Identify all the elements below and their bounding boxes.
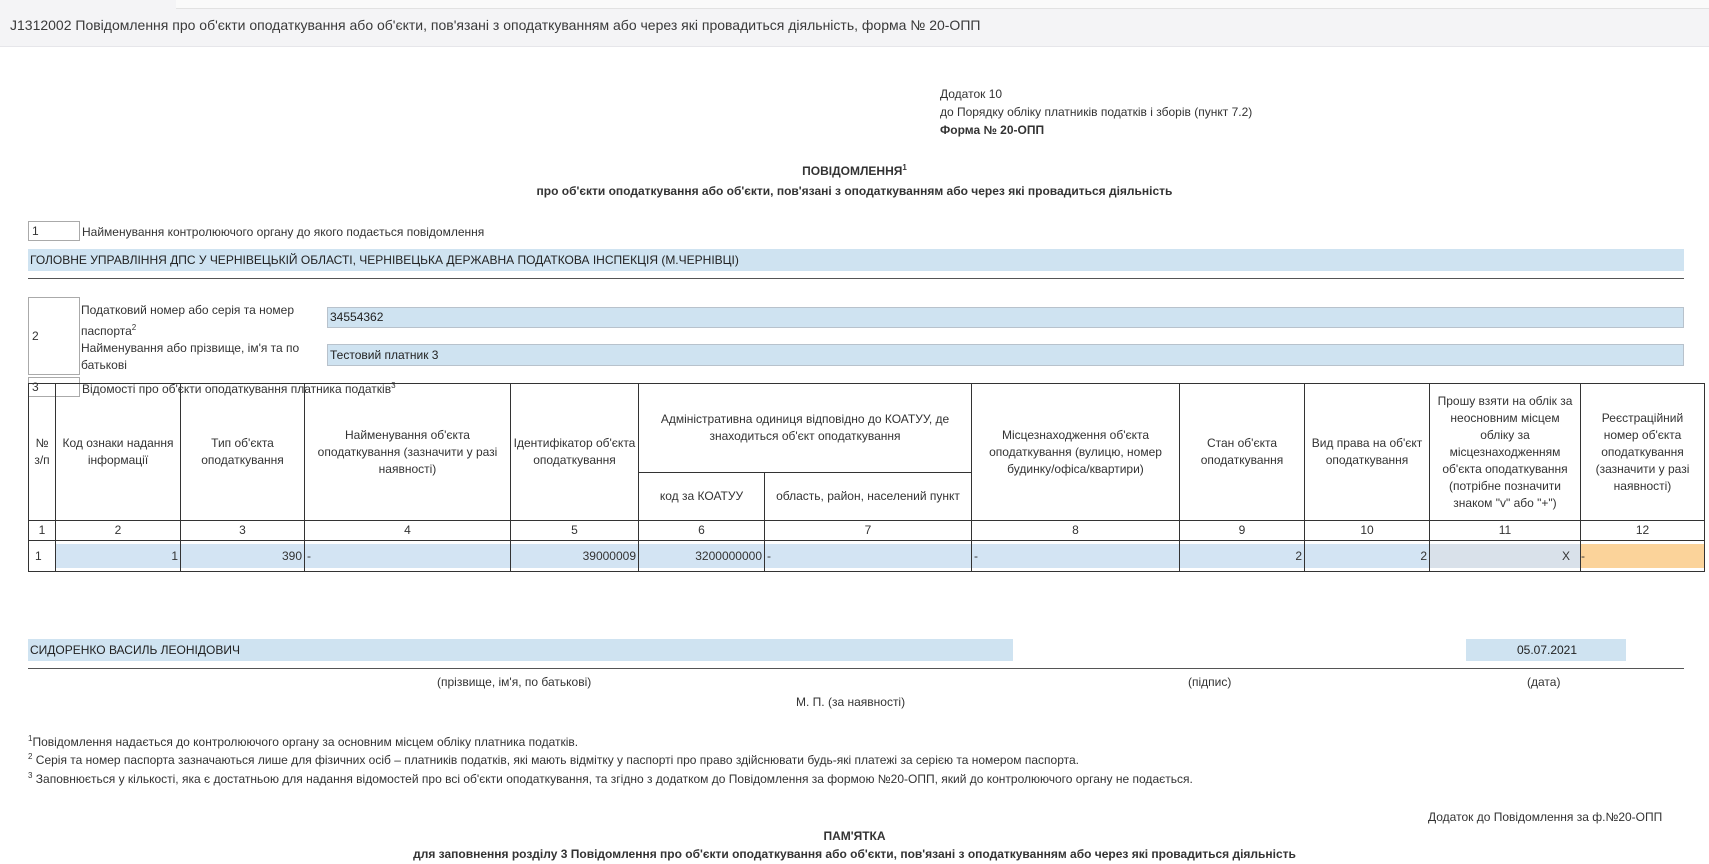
header-object-id: Ідентифікатор об'єкта оподаткування: [511, 384, 639, 521]
region-cell: [765, 541, 972, 572]
footnote-3-mark: 3: [28, 771, 33, 780]
column-number: 10: [1305, 521, 1430, 541]
koatuu-code-input[interactable]: 3200000000: [639, 544, 764, 568]
footnote-1: [28, 734, 578, 749]
appendix-line-1: Додаток 10: [940, 87, 1003, 101]
object-name-input[interactable]: -: [305, 544, 510, 568]
register-request-checkbox[interactable]: X: [1430, 544, 1580, 568]
object-type-cell: [181, 541, 305, 572]
document-subtitle: про об'єкти оподаткування або об'єкти, пов'язані з оподаткуванням або через які провадиться діяльність: [536, 184, 1173, 198]
stamp-caption: М. П. (за наявності): [796, 695, 906, 709]
register-request-cell: [1430, 541, 1581, 572]
tax-number-footnote: 2: [131, 323, 137, 332]
document-title-text: ПОВІДОМЛЕННЯ: [802, 164, 903, 178]
registration-number-cell: [1581, 541, 1705, 572]
column-numbers-row: [29, 521, 1705, 541]
region-input[interactable]: -: [765, 544, 971, 568]
header-koatuu-group: Адміністративна одиниця відповідно до КОАТУУ, де знаходиться об'єкт оподаткування: [639, 384, 972, 473]
object-state-input[interactable]: 2: [1180, 544, 1304, 568]
signature-line: [28, 668, 1684, 669]
tax-objects-table: [28, 383, 1705, 572]
taxpayer-name-label: Найменування або прізвище, ім'я та по батькові: [81, 341, 300, 372]
form-title: J1312002 Повідомлення про об'єкти оподаткування або об'єкти, пов'язані з оподаткуванням або через які провадиться діяльність, форма № 20-ОПП: [10, 17, 981, 33]
column-number: 11: [1430, 521, 1581, 541]
table-row: [29, 541, 1705, 572]
column-number: 9: [1180, 521, 1305, 541]
column-number: 3: [181, 521, 305, 541]
object-state-cell: [1180, 541, 1305, 572]
memo-appendix: Додаток до Повідомлення за ф.№20-ОПП: [1428, 810, 1663, 824]
column-number: 12: [1581, 521, 1705, 541]
header-info-code: Код ознаки надання інформації: [56, 384, 181, 521]
column-number: 1: [29, 521, 56, 541]
right-type-cell: [1305, 541, 1430, 572]
taxpayer-name-input[interactable]: Тестовий платник 3: [327, 344, 1684, 366]
info-code-cell: [56, 541, 181, 572]
header-register-request: Прошу взяти на облік за неосновним місцем обліку за місцезнаходженням об'єкта оподаткування (потрібне позначити знаком "v" або "+"): [1430, 384, 1581, 521]
column-number: 5: [511, 521, 639, 541]
header-region-district: область, район, населений пункт: [765, 473, 972, 521]
section-2-number: 2: [28, 297, 80, 375]
name-caption: (прізвище, ім'я, по батькові): [437, 675, 592, 689]
registration-number-input[interactable]: -: [1581, 544, 1704, 568]
column-number: 4: [305, 521, 511, 541]
section-1-label: Найменування контролюючого органу до якого подається повідомлення: [82, 225, 485, 239]
header-right-type: Вид права на об'єкт оподаткування: [1305, 384, 1430, 521]
tax-number-input[interactable]: 34554362: [327, 307, 1684, 328]
row-number-cell: [29, 541, 56, 572]
tax-number-label-text: Податковий номер або серія та номер паспорта: [81, 303, 295, 338]
tax-number-label: [81, 302, 321, 340]
date-caption: (дата): [1527, 675, 1561, 689]
signature-caption: (підпис): [1188, 675, 1232, 689]
document-title-footnote: 1: [902, 163, 907, 172]
header-object-name: Найменування об'єкта оподаткування (зазначити у разі наявності): [305, 384, 511, 521]
appendix-form-number: Форма № 20-ОПП: [940, 123, 1045, 137]
object-id-input[interactable]: 39000009: [511, 544, 638, 568]
section-3-number: 3: [28, 377, 80, 397]
date-field[interactable]: 05.07.2021: [1466, 639, 1626, 661]
koatuu-code-cell: [639, 541, 765, 572]
object-id-cell: [511, 541, 639, 572]
footnote-1-text: Повідомлення надається до контролюючого органу за основним місцем обліку платника податків.: [32, 735, 579, 749]
footnote-2-mark: 2: [28, 752, 33, 761]
footnote-3-text: Заповнюється у кількості, яка є достатньою для надання відомостей про всі об'єкти оподаткування, та згідно з додатком до Повідомлення за формою №20-ОПП, який до контролюючого органу не подається.: [32, 772, 1193, 786]
object-type-input[interactable]: 390: [181, 544, 304, 568]
row-number-value: 1: [35, 548, 42, 563]
document-title: [0, 163, 1709, 178]
memo-subtitle: для заповнення розділу 3 Повідомлення про об'єкти оподаткування або об'єкти, пов'язані з оподаткуванням або через які провадиться діяльність: [413, 847, 1296, 861]
location-input[interactable]: -: [972, 544, 1179, 568]
header-registration-number: Реєстраційний номер об'єкта оподаткування (зазначити у разі наявності): [1581, 384, 1705, 521]
footnote-2: [28, 752, 1079, 767]
header-koatuu-code: код за КОАТУУ: [639, 473, 765, 521]
footnote-3: [28, 771, 1193, 786]
header-row-number: № з/п: [29, 384, 56, 521]
footnote-2-text: Серія та номер паспорта зазначаються лише для фізичних осіб – платників податків, які мають відмітку у паспорті про право здійснювати будь-які платежі за серією та номером паспорта.: [32, 753, 1079, 767]
object-name-cell: [305, 541, 511, 572]
column-number: 2: [56, 521, 181, 541]
header-location: Місцезнаходження об'єкта оподаткування (вулицю, номер будинку/офіса/квартири): [972, 384, 1180, 521]
tab-strip: [176, 0, 1709, 9]
column-number: 7: [765, 521, 972, 541]
signer-name-field[interactable]: СИДОРЕНКО ВАСИЛЬ ЛЕОНІДОВИЧ: [28, 639, 1013, 661]
column-number: 8: [972, 521, 1180, 541]
right-type-input[interactable]: 2: [1305, 544, 1429, 568]
header-object-state: Стан об'єкта оподаткування: [1180, 384, 1305, 521]
column-number: 6: [639, 521, 765, 541]
appendix-line-2: до Порядку обліку платників податків і зборів (пункт 7.2): [940, 105, 1253, 119]
header-object-type: Тип об'єкта оподаткування: [181, 384, 305, 521]
section-1-number: 1: [28, 221, 80, 241]
location-cell: [972, 541, 1180, 572]
memo-title: ПАМ'ЯТКА: [823, 829, 886, 843]
info-code-input[interactable]: 1: [56, 544, 180, 568]
window-title-bar: [0, 0, 1709, 47]
section-3-label-text: Відомості про об'єкти оподаткування платника податків: [82, 382, 392, 396]
section-3-footnote: 3: [391, 381, 396, 390]
footnote-1-mark: 1: [28, 734, 33, 743]
divider: [28, 278, 1684, 279]
tax-authority-field[interactable]: ГОЛОВНЕ УПРАВЛІННЯ ДПС У ЧЕРНІВЕЦЬКІЙ ОБЛАСТІ, ЧЕРНІВЕЦЬКА ДЕРЖАВНА ПОДАТКОВА ІНСПЕКЦІЯ (М.ЧЕРНІВЦІ): [28, 249, 1684, 271]
